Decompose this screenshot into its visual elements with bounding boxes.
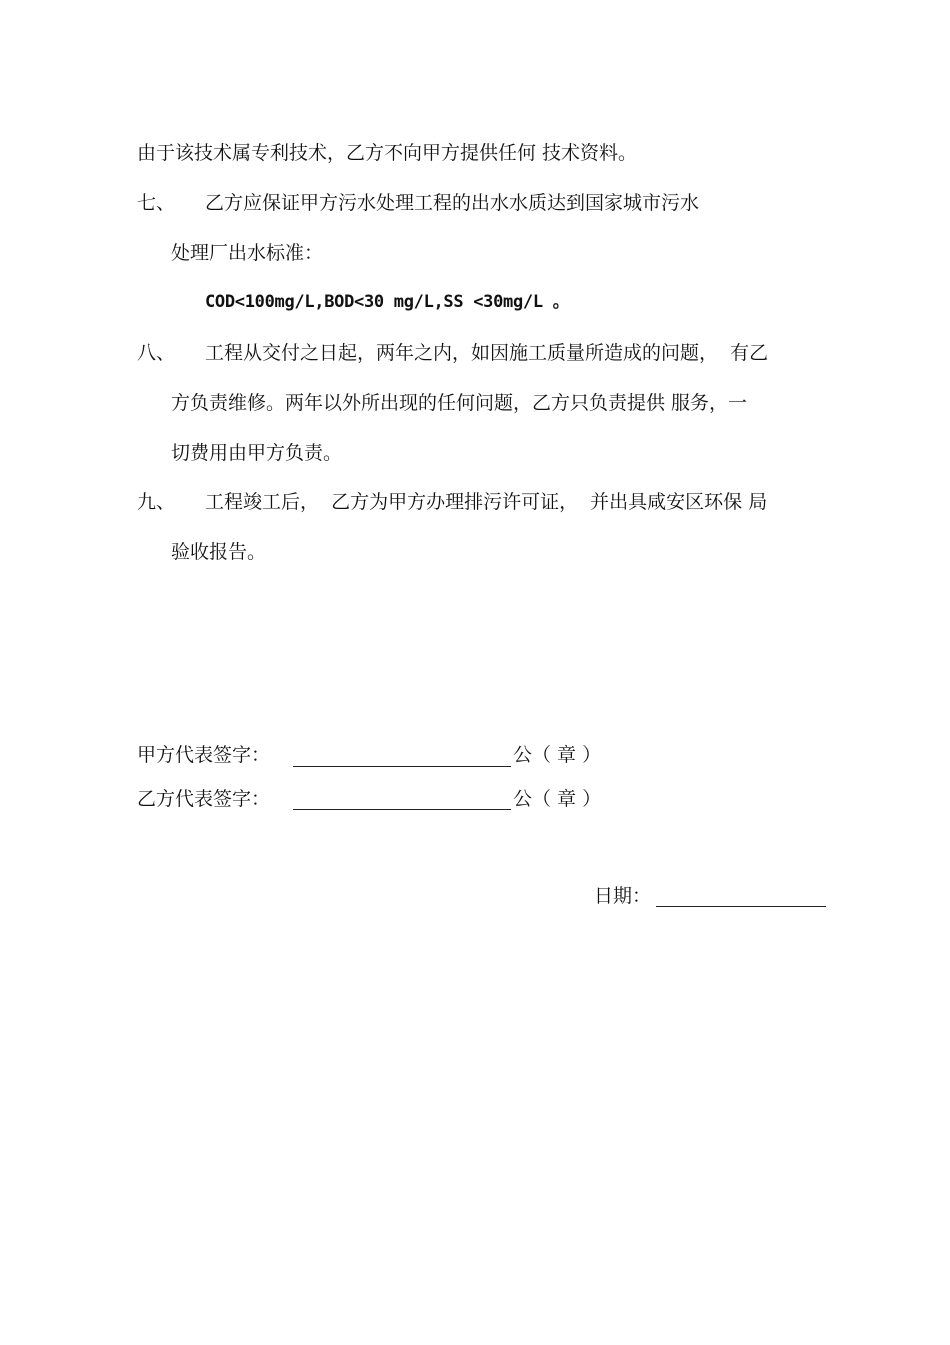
party-b-seal-label: 公（ 章 ） <box>513 788 602 810</box>
item-text-line: 工程竣工后， 乙方为甲方办理排污许可证， 并出具咸安区环保 局 <box>205 491 768 513</box>
party-a-seal-label: 公（ 章 ） <box>513 744 602 766</box>
item-number: 九、 <box>137 491 176 513</box>
item-text-line: 切费用由甲方负责。 <box>171 442 343 464</box>
item-text-line: 方负责维修。两年以外所出现的任何问题，乙方只负责提供 服务，一 <box>171 392 748 414</box>
party-b-signature-field[interactable] <box>293 809 511 810</box>
party-b-signature-label: 乙方代表签字： <box>137 788 271 810</box>
party-a-signature-label: 甲方代表签字： <box>137 744 271 766</box>
water-quality-standard: COD<100mg/L,BOD<30 mg/L,SS <30mg/L 。 <box>205 292 570 312</box>
paragraph-line: 由于该技术属专利技术，乙方不向甲方提供任何 技术资料。 <box>137 142 638 164</box>
item-text-line: 乙方应保证甲方污水处理工程的出水水质达到国家城市污水 <box>205 192 700 214</box>
date-field[interactable] <box>656 906 826 907</box>
item-text-line: 验收报告。 <box>171 541 267 563</box>
item-text-line: 工程从交付之日起，两年之内，如因施工质量所造成的问题， 有乙 <box>205 342 769 364</box>
party-a-signature-field[interactable] <box>293 766 511 767</box>
item-number: 七、 <box>137 192 176 214</box>
item-number: 八、 <box>137 342 176 364</box>
date-label: 日期： <box>594 885 652 907</box>
item-text-line: 处理厂出水标准： <box>171 242 324 264</box>
